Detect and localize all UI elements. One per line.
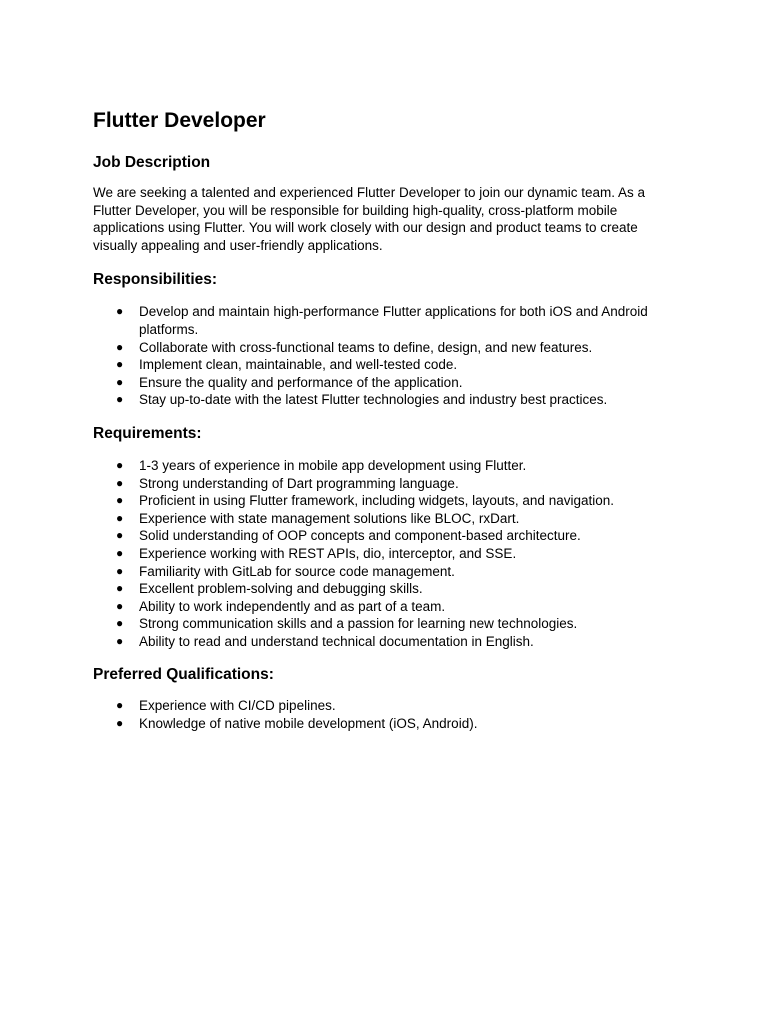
section-heading-preferred-qualifications: Preferred Qualifications: <box>93 666 274 684</box>
list-item <box>93 492 683 510</box>
list-item <box>93 598 683 616</box>
bullet-icon: ● <box>116 357 124 372</box>
list-item-text: Ability to work independently and as part of a team. <box>139 598 446 614</box>
bullet-icon: ● <box>116 633 124 648</box>
section-heading-responsibilities: Responsibilities: <box>93 271 218 289</box>
bullet-icon: ● <box>116 545 124 560</box>
list-item-text: Solid understanding of OOP concepts and component-based architecture. <box>139 528 581 544</box>
list-item-text: Strong communication skills and a passion for learning new technologies. <box>139 616 578 632</box>
bullet-icon: ● <box>116 510 124 525</box>
bullet-icon: ● <box>116 598 124 613</box>
bullet-icon: ● <box>116 581 124 596</box>
list-item <box>93 615 683 633</box>
document-page <box>93 106 683 733</box>
bullet-icon: ● <box>116 457 124 472</box>
page-title: Flutter Developer <box>93 109 266 132</box>
bullet-icon: ● <box>116 616 124 631</box>
list-item-text: Proficient in using Flutter framework, including widgets, layouts, and navigation. <box>139 493 614 509</box>
bullet-icon: ● <box>116 339 124 354</box>
list-item <box>93 545 683 563</box>
bullet-icon: ● <box>116 374 124 389</box>
list-item <box>93 339 683 357</box>
section-heading-requirements: Requirements: <box>93 424 202 442</box>
bullet-icon: ● <box>116 392 124 407</box>
list-item-text: Implement clean, maintainable, and well-tested code. <box>139 357 458 373</box>
list-item-text: Collaborate with cross-functional teams to define, design, and new features. <box>139 339 593 355</box>
list-item <box>93 475 683 493</box>
list-item-text: Excellent problem-solving and debugging skills. <box>139 581 423 597</box>
bullet-icon: ● <box>116 304 124 319</box>
bullet-icon: ● <box>116 475 124 490</box>
list-item <box>93 715 683 733</box>
responsibilities-list <box>93 303 683 409</box>
list-item <box>93 457 683 475</box>
list-item-text: Ability to read and understand technical documentation in English. <box>139 633 534 649</box>
list-item <box>93 510 683 528</box>
list-item-text: 1-3 years of experience in mobile app development using Flutter. <box>139 457 527 473</box>
list-item <box>93 580 683 598</box>
bullet-icon: ● <box>116 528 124 543</box>
requirements-list <box>93 457 683 651</box>
list-item <box>93 563 683 581</box>
list-item-text: Knowledge of native mobile development (iOS, Android). <box>139 716 478 732</box>
list-item-text: Stay up-to-date with the latest Flutter technologies and industry best practices. <box>139 392 608 408</box>
list-item-text: Experience working with REST APIs, dio, interceptor, and SSE. <box>139 545 517 561</box>
bullet-icon: ● <box>116 716 124 731</box>
list-item-text: Familiarity with GitLab for source code management. <box>139 563 455 579</box>
list-item <box>93 527 683 545</box>
list-item <box>93 391 683 409</box>
bullet-icon: ● <box>116 698 124 713</box>
list-item-text: Strong understanding of Dart programming language. <box>139 475 459 491</box>
list-item-text: Experience with state management solutions like BLOC, rxDart. <box>139 510 520 526</box>
list-item <box>93 356 683 374</box>
section-heading-job-description: Job Description <box>93 154 211 171</box>
preferred-qualifications-list <box>93 697 683 732</box>
list-item-text: Ensure the quality and performance of the application. <box>139 374 463 390</box>
bullet-icon: ● <box>116 563 124 578</box>
list-item-text: Experience with CI/CD pipelines. <box>139 698 336 714</box>
bullet-icon: ● <box>116 493 124 508</box>
list-item <box>93 374 683 392</box>
list-item <box>93 633 683 651</box>
list-item <box>93 697 683 715</box>
list-item-text: Develop and maintain high-performance Flutter applications for both iOS and Android platforms. <box>139 304 648 337</box>
job-description-paragraph: We are seeking a talented and experienced Flutter Developer to join our dynamic team. As a Flutter Developer, you will be responsible for building high-quality, cross-platform mobile applications using Flutter. You will work closely with our design and product teams to create visually appealing and user-friendly applications. <box>93 185 646 253</box>
list-item <box>93 303 683 338</box>
